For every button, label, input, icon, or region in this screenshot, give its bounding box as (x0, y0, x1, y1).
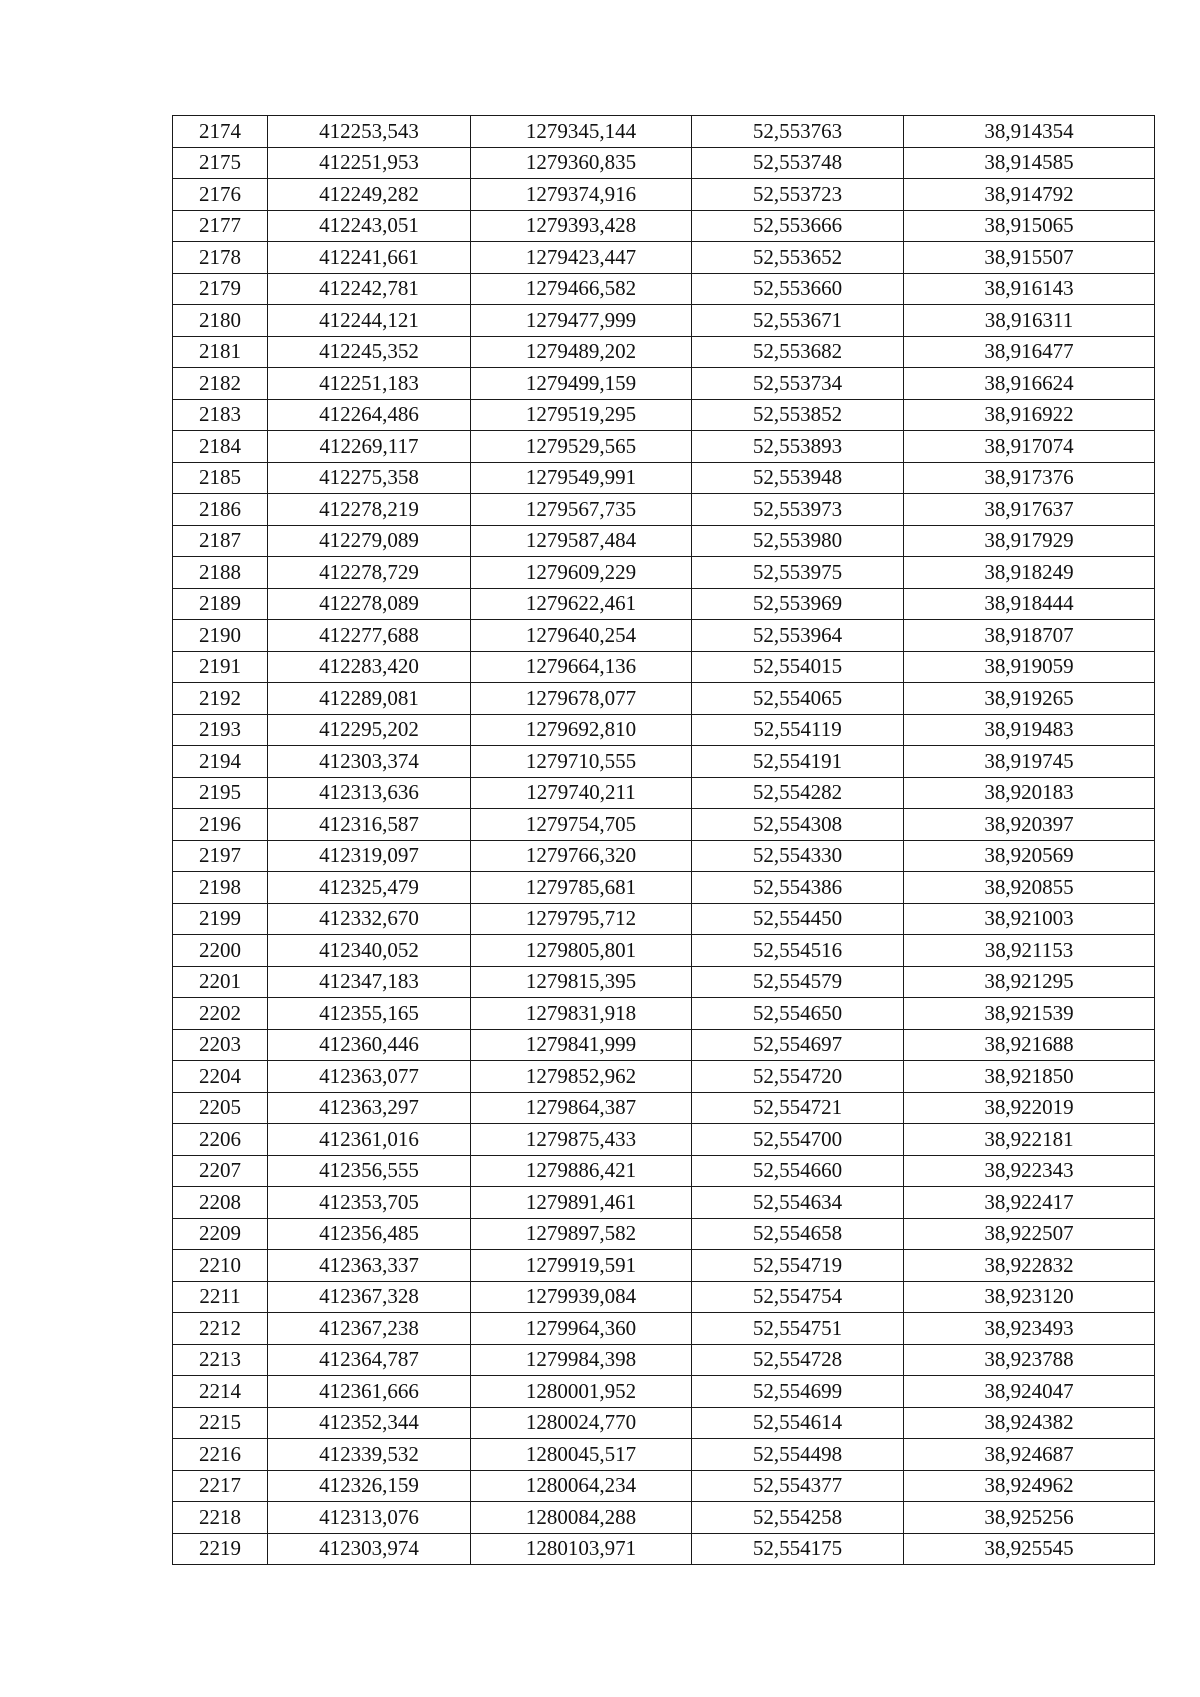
latitude-cell: 52,554751 (692, 1313, 904, 1345)
table-row (173, 179, 1155, 211)
y-coordinate-cell: 1279891,461 (471, 1187, 692, 1219)
latitude-cell: 52,553969 (692, 588, 904, 620)
x-coordinate-cell: 412243,051 (268, 210, 471, 242)
x-coordinate-cell: 412364,787 (268, 1344, 471, 1376)
x-coordinate-cell: 412347,183 (268, 966, 471, 998)
latitude-cell: 52,553652 (692, 242, 904, 274)
y-coordinate-cell: 1279875,433 (471, 1124, 692, 1156)
table-row (173, 1533, 1155, 1565)
table-row (173, 1092, 1155, 1124)
latitude-cell: 52,553660 (692, 273, 904, 305)
latitude-cell: 52,554258 (692, 1502, 904, 1534)
x-coordinate-cell: 412269,117 (268, 431, 471, 463)
point-number-cell: 2199 (173, 903, 268, 935)
table-row (173, 903, 1155, 935)
table-row (173, 462, 1155, 494)
y-coordinate-cell: 1280103,971 (471, 1533, 692, 1565)
y-coordinate-cell: 1279886,421 (471, 1155, 692, 1187)
point-number-cell: 2201 (173, 966, 268, 998)
y-coordinate-cell: 1279374,916 (471, 179, 692, 211)
point-number-cell: 2206 (173, 1124, 268, 1156)
y-coordinate-cell: 1279919,591 (471, 1250, 692, 1282)
longitude-cell: 38,914792 (904, 179, 1155, 211)
table-row (173, 1250, 1155, 1282)
x-coordinate-cell: 412244,121 (268, 305, 471, 337)
y-coordinate-cell: 1280045,517 (471, 1439, 692, 1471)
x-coordinate-cell: 412289,081 (268, 683, 471, 715)
latitude-cell: 52,554658 (692, 1218, 904, 1250)
point-number-cell: 2192 (173, 683, 268, 715)
longitude-cell: 38,921539 (904, 998, 1155, 1030)
longitude-cell: 38,914354 (904, 116, 1155, 148)
point-number-cell: 2185 (173, 462, 268, 494)
latitude-cell: 52,553734 (692, 368, 904, 400)
point-number-cell: 2208 (173, 1187, 268, 1219)
x-coordinate-cell: 412361,666 (268, 1376, 471, 1408)
point-number-cell: 2191 (173, 651, 268, 683)
latitude-cell: 52,553671 (692, 305, 904, 337)
longitude-cell: 38,916477 (904, 336, 1155, 368)
longitude-cell: 38,920569 (904, 840, 1155, 872)
point-number-cell: 2196 (173, 809, 268, 841)
table-row (173, 1470, 1155, 1502)
y-coordinate-cell: 1279964,360 (471, 1313, 692, 1345)
latitude-cell: 52,553948 (692, 462, 904, 494)
latitude-cell: 52,553964 (692, 620, 904, 652)
point-number-cell: 2179 (173, 273, 268, 305)
table-row (173, 1187, 1155, 1219)
longitude-cell: 38,920183 (904, 777, 1155, 809)
y-coordinate-cell: 1279549,991 (471, 462, 692, 494)
latitude-cell: 52,554065 (692, 683, 904, 715)
y-coordinate-cell: 1279640,254 (471, 620, 692, 652)
longitude-cell: 38,921153 (904, 935, 1155, 967)
latitude-cell: 52,554377 (692, 1470, 904, 1502)
y-coordinate-cell: 1279664,136 (471, 651, 692, 683)
y-coordinate-cell: 1279477,999 (471, 305, 692, 337)
longitude-cell: 38,916143 (904, 273, 1155, 305)
point-number-cell: 2217 (173, 1470, 268, 1502)
point-number-cell: 2198 (173, 872, 268, 904)
x-coordinate-cell: 412363,297 (268, 1092, 471, 1124)
longitude-cell: 38,921003 (904, 903, 1155, 935)
latitude-cell: 52,554650 (692, 998, 904, 1030)
longitude-cell: 38,920855 (904, 872, 1155, 904)
x-coordinate-cell: 412325,479 (268, 872, 471, 904)
longitude-cell: 38,923120 (904, 1281, 1155, 1313)
latitude-cell: 52,553975 (692, 557, 904, 589)
latitude-cell: 52,553973 (692, 494, 904, 526)
longitude-cell: 38,924382 (904, 1407, 1155, 1439)
x-coordinate-cell: 412264,486 (268, 399, 471, 431)
longitude-cell: 38,925545 (904, 1533, 1155, 1565)
point-number-cell: 2177 (173, 210, 268, 242)
x-coordinate-cell: 412275,358 (268, 462, 471, 494)
latitude-cell: 52,554191 (692, 746, 904, 778)
x-coordinate-cell: 412313,636 (268, 777, 471, 809)
x-coordinate-cell: 412339,532 (268, 1439, 471, 1471)
longitude-cell: 38,916922 (904, 399, 1155, 431)
x-coordinate-cell: 412303,374 (268, 746, 471, 778)
x-coordinate-cell: 412313,076 (268, 1502, 471, 1534)
y-coordinate-cell: 1279766,320 (471, 840, 692, 872)
table-row (173, 1376, 1155, 1408)
table-row (173, 1502, 1155, 1534)
x-coordinate-cell: 412355,165 (268, 998, 471, 1030)
point-number-cell: 2211 (173, 1281, 268, 1313)
longitude-cell: 38,914585 (904, 147, 1155, 179)
longitude-cell: 38,922417 (904, 1187, 1155, 1219)
point-number-cell: 2187 (173, 525, 268, 557)
point-number-cell: 2180 (173, 305, 268, 337)
table-row (173, 1218, 1155, 1250)
longitude-cell: 38,924047 (904, 1376, 1155, 1408)
latitude-cell: 52,554660 (692, 1155, 904, 1187)
x-coordinate-cell: 412241,661 (268, 242, 471, 274)
point-number-cell: 2207 (173, 1155, 268, 1187)
table-row (173, 872, 1155, 904)
latitude-cell: 52,554175 (692, 1533, 904, 1565)
point-number-cell: 2182 (173, 368, 268, 400)
x-coordinate-cell: 412356,485 (268, 1218, 471, 1250)
latitude-cell: 52,554015 (692, 651, 904, 683)
x-coordinate-cell: 412363,077 (268, 1061, 471, 1093)
latitude-cell: 52,554721 (692, 1092, 904, 1124)
table-row (173, 651, 1155, 683)
point-number-cell: 2186 (173, 494, 268, 526)
y-coordinate-cell: 1279785,681 (471, 872, 692, 904)
y-coordinate-cell: 1279710,555 (471, 746, 692, 778)
point-number-cell: 2189 (173, 588, 268, 620)
x-coordinate-cell: 412303,974 (268, 1533, 471, 1565)
latitude-cell: 52,554308 (692, 809, 904, 841)
point-number-cell: 2202 (173, 998, 268, 1030)
longitude-cell: 38,921850 (904, 1061, 1155, 1093)
longitude-cell: 38,917637 (904, 494, 1155, 526)
x-coordinate-cell: 412319,097 (268, 840, 471, 872)
point-number-cell: 2195 (173, 777, 268, 809)
longitude-cell: 38,922181 (904, 1124, 1155, 1156)
x-coordinate-cell: 412251,953 (268, 147, 471, 179)
x-coordinate-cell: 412353,705 (268, 1187, 471, 1219)
point-number-cell: 2205 (173, 1092, 268, 1124)
longitude-cell: 38,915507 (904, 242, 1155, 274)
table-row (173, 116, 1155, 148)
table-row (173, 1155, 1155, 1187)
table-row (173, 1439, 1155, 1471)
latitude-cell: 52,553852 (692, 399, 904, 431)
table-row (173, 1124, 1155, 1156)
y-coordinate-cell: 1279499,159 (471, 368, 692, 400)
y-coordinate-cell: 1279692,810 (471, 714, 692, 746)
longitude-cell: 38,922343 (904, 1155, 1155, 1187)
latitude-cell: 52,553723 (692, 179, 904, 211)
latitude-cell: 52,554699 (692, 1376, 904, 1408)
x-coordinate-cell: 412277,688 (268, 620, 471, 652)
latitude-cell: 52,554697 (692, 1029, 904, 1061)
y-coordinate-cell: 1279519,295 (471, 399, 692, 431)
table-row (173, 336, 1155, 368)
x-coordinate-cell: 412316,587 (268, 809, 471, 841)
latitude-cell: 52,554614 (692, 1407, 904, 1439)
table-row (173, 714, 1155, 746)
y-coordinate-cell: 1279360,835 (471, 147, 692, 179)
longitude-cell: 38,922832 (904, 1250, 1155, 1282)
latitude-cell: 52,554282 (692, 777, 904, 809)
table-row (173, 1407, 1155, 1439)
longitude-cell: 38,919265 (904, 683, 1155, 715)
coordinates-table (172, 115, 1155, 1565)
longitude-cell: 38,924962 (904, 1470, 1155, 1502)
point-number-cell: 2200 (173, 935, 268, 967)
y-coordinate-cell: 1279984,398 (471, 1344, 692, 1376)
x-coordinate-cell: 412340,052 (268, 935, 471, 967)
table-row (173, 368, 1155, 400)
point-number-cell: 2212 (173, 1313, 268, 1345)
table-row (173, 966, 1155, 998)
y-coordinate-cell: 1279795,712 (471, 903, 692, 935)
longitude-cell: 38,918249 (904, 557, 1155, 589)
y-coordinate-cell: 1280024,770 (471, 1407, 692, 1439)
y-coordinate-cell: 1279864,387 (471, 1092, 692, 1124)
table-row (173, 998, 1155, 1030)
x-coordinate-cell: 412363,337 (268, 1250, 471, 1282)
point-number-cell: 2203 (173, 1029, 268, 1061)
table-row (173, 683, 1155, 715)
table-row (173, 399, 1155, 431)
table-row (173, 620, 1155, 652)
x-coordinate-cell: 412245,352 (268, 336, 471, 368)
y-coordinate-cell: 1280084,288 (471, 1502, 692, 1534)
y-coordinate-cell: 1280064,234 (471, 1470, 692, 1502)
latitude-cell: 52,554720 (692, 1061, 904, 1093)
x-coordinate-cell: 412249,282 (268, 179, 471, 211)
latitude-cell: 52,553682 (692, 336, 904, 368)
latitude-cell: 52,554498 (692, 1439, 904, 1471)
x-coordinate-cell: 412295,202 (268, 714, 471, 746)
latitude-cell: 52,554579 (692, 966, 904, 998)
y-coordinate-cell: 1279587,484 (471, 525, 692, 557)
latitude-cell: 52,554719 (692, 1250, 904, 1282)
table-row (173, 1344, 1155, 1376)
y-coordinate-cell: 1279567,735 (471, 494, 692, 526)
point-number-cell: 2219 (173, 1533, 268, 1565)
point-number-cell: 2218 (173, 1502, 268, 1534)
longitude-cell: 38,923493 (904, 1313, 1155, 1345)
point-number-cell: 2214 (173, 1376, 268, 1408)
table-row (173, 305, 1155, 337)
y-coordinate-cell: 1279740,211 (471, 777, 692, 809)
table-row (173, 273, 1155, 305)
point-number-cell: 2188 (173, 557, 268, 589)
y-coordinate-cell: 1279466,582 (471, 273, 692, 305)
latitude-cell: 52,553980 (692, 525, 904, 557)
longitude-cell: 38,925256 (904, 1502, 1155, 1534)
longitude-cell: 38,916311 (904, 305, 1155, 337)
point-number-cell: 2184 (173, 431, 268, 463)
table-row (173, 147, 1155, 179)
latitude-cell: 52,554450 (692, 903, 904, 935)
table-row (173, 1029, 1155, 1061)
longitude-cell: 38,922507 (904, 1218, 1155, 1250)
longitude-cell: 38,919059 (904, 651, 1155, 683)
x-coordinate-cell: 412360,446 (268, 1029, 471, 1061)
y-coordinate-cell: 1279345,144 (471, 116, 692, 148)
table-row (173, 1281, 1155, 1313)
longitude-cell: 38,919483 (904, 714, 1155, 746)
table-row (173, 1061, 1155, 1093)
point-number-cell: 2190 (173, 620, 268, 652)
latitude-cell: 52,554754 (692, 1281, 904, 1313)
y-coordinate-cell: 1279939,084 (471, 1281, 692, 1313)
y-coordinate-cell: 1279841,999 (471, 1029, 692, 1061)
y-coordinate-cell: 1279529,565 (471, 431, 692, 463)
latitude-cell: 52,554119 (692, 714, 904, 746)
latitude-cell: 52,553893 (692, 431, 904, 463)
x-coordinate-cell: 412326,159 (268, 1470, 471, 1502)
table-row (173, 431, 1155, 463)
point-number-cell: 2197 (173, 840, 268, 872)
latitude-cell: 52,554516 (692, 935, 904, 967)
point-number-cell: 2194 (173, 746, 268, 778)
point-number-cell: 2215 (173, 1407, 268, 1439)
longitude-cell: 38,917074 (904, 431, 1155, 463)
y-coordinate-cell: 1279423,447 (471, 242, 692, 274)
longitude-cell: 38,917929 (904, 525, 1155, 557)
longitude-cell: 38,919745 (904, 746, 1155, 778)
x-coordinate-cell: 412332,670 (268, 903, 471, 935)
table-row (173, 588, 1155, 620)
y-coordinate-cell: 1279831,918 (471, 998, 692, 1030)
x-coordinate-cell: 412361,016 (268, 1124, 471, 1156)
x-coordinate-cell: 412278,089 (268, 588, 471, 620)
y-coordinate-cell: 1279678,077 (471, 683, 692, 715)
point-number-cell: 2178 (173, 242, 268, 274)
y-coordinate-cell: 1279622,461 (471, 588, 692, 620)
table-row (173, 557, 1155, 589)
table-row (173, 840, 1155, 872)
y-coordinate-cell: 1279754,705 (471, 809, 692, 841)
latitude-cell: 52,554386 (692, 872, 904, 904)
longitude-cell: 38,921295 (904, 966, 1155, 998)
latitude-cell: 52,553748 (692, 147, 904, 179)
table-row (173, 935, 1155, 967)
point-number-cell: 2183 (173, 399, 268, 431)
longitude-cell: 38,916624 (904, 368, 1155, 400)
y-coordinate-cell: 1280001,952 (471, 1376, 692, 1408)
longitude-cell: 38,918707 (904, 620, 1155, 652)
longitude-cell: 38,915065 (904, 210, 1155, 242)
table-row (173, 242, 1155, 274)
table-row (173, 525, 1155, 557)
y-coordinate-cell: 1279609,229 (471, 557, 692, 589)
point-number-cell: 2213 (173, 1344, 268, 1376)
table-row (173, 210, 1155, 242)
point-number-cell: 2210 (173, 1250, 268, 1282)
point-number-cell: 2209 (173, 1218, 268, 1250)
table-row (173, 777, 1155, 809)
point-number-cell: 2181 (173, 336, 268, 368)
x-coordinate-cell: 412242,781 (268, 273, 471, 305)
y-coordinate-cell: 1279815,395 (471, 966, 692, 998)
point-number-cell: 2176 (173, 179, 268, 211)
y-coordinate-cell: 1279852,962 (471, 1061, 692, 1093)
x-coordinate-cell: 412279,089 (268, 525, 471, 557)
x-coordinate-cell: 412253,543 (268, 116, 471, 148)
x-coordinate-cell: 412356,555 (268, 1155, 471, 1187)
point-number-cell: 2216 (173, 1439, 268, 1471)
latitude-cell: 52,554330 (692, 840, 904, 872)
longitude-cell: 38,920397 (904, 809, 1155, 841)
latitude-cell: 52,553666 (692, 210, 904, 242)
x-coordinate-cell: 412367,238 (268, 1313, 471, 1345)
y-coordinate-cell: 1279897,582 (471, 1218, 692, 1250)
coordinates-table-body (173, 116, 1155, 1565)
table-row (173, 746, 1155, 778)
y-coordinate-cell: 1279393,428 (471, 210, 692, 242)
x-coordinate-cell: 412251,183 (268, 368, 471, 400)
x-coordinate-cell: 412367,328 (268, 1281, 471, 1313)
latitude-cell: 52,554634 (692, 1187, 904, 1219)
x-coordinate-cell: 412278,219 (268, 494, 471, 526)
longitude-cell: 38,918444 (904, 588, 1155, 620)
longitude-cell: 38,922019 (904, 1092, 1155, 1124)
y-coordinate-cell: 1279489,202 (471, 336, 692, 368)
latitude-cell: 52,554700 (692, 1124, 904, 1156)
point-number-cell: 2174 (173, 116, 268, 148)
longitude-cell: 38,923788 (904, 1344, 1155, 1376)
latitude-cell: 52,554728 (692, 1344, 904, 1376)
longitude-cell: 38,917376 (904, 462, 1155, 494)
latitude-cell: 52,553763 (692, 116, 904, 148)
point-number-cell: 2193 (173, 714, 268, 746)
point-number-cell: 2175 (173, 147, 268, 179)
longitude-cell: 38,921688 (904, 1029, 1155, 1061)
table-row (173, 494, 1155, 526)
point-number-cell: 2204 (173, 1061, 268, 1093)
y-coordinate-cell: 1279805,801 (471, 935, 692, 967)
x-coordinate-cell: 412278,729 (268, 557, 471, 589)
table-row (173, 1313, 1155, 1345)
x-coordinate-cell: 412352,344 (268, 1407, 471, 1439)
x-coordinate-cell: 412283,420 (268, 651, 471, 683)
table-row (173, 809, 1155, 841)
longitude-cell: 38,924687 (904, 1439, 1155, 1471)
